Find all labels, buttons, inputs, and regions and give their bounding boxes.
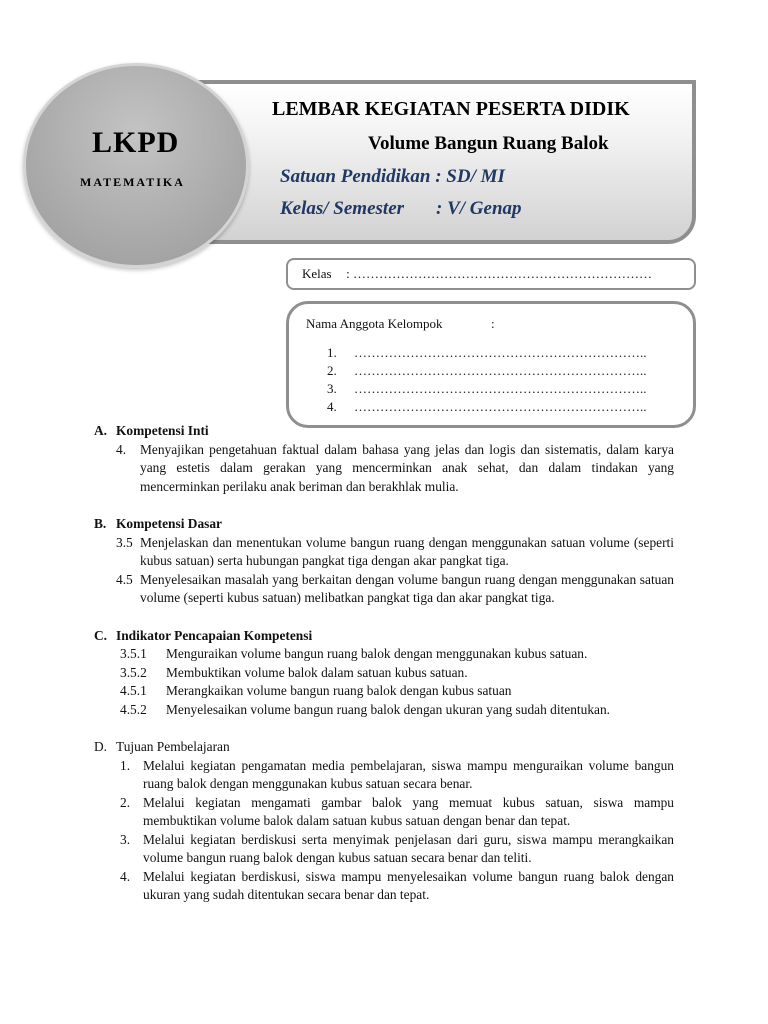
anggota-label: Nama Anggota Kelompok <box>306 316 443 331</box>
section-heading-c <box>94 627 674 646</box>
anggota-item <box>327 399 647 415</box>
anggota-colon: : <box>491 316 495 331</box>
kelas-semester-value: : V/ Genap <box>436 198 522 219</box>
item-number: 4.5.1 <box>120 683 147 698</box>
list-item <box>94 701 674 720</box>
document-body <box>94 422 674 905</box>
item-number: 2. <box>120 794 131 810</box>
anggota-item-number: 2. <box>327 363 337 378</box>
item-text: Menguraikan volume bangun ruang balok dengan menggunakan kubus satuan. <box>166 646 588 661</box>
section-heading-a <box>94 422 674 441</box>
item-text: Melalui kegiatan mengamati gambar balok yang memuat kubus satuan, siswa mampu membuktikan volume balok dalam satuan kubus satuan dengan benar dan tepat. <box>143 794 674 828</box>
section-letter: C. <box>94 627 108 643</box>
item-number: 4. <box>120 868 131 884</box>
anggota-kelompok-box <box>286 301 696 428</box>
list-item <box>94 441 674 497</box>
kelas-field-dots: : …………………………………………………………… <box>346 266 652 281</box>
subject-label: MATEMATIKA <box>80 175 185 189</box>
anggota-item-dots: ………………………………………………………….. <box>354 399 647 414</box>
anggota-item-number: 3. <box>327 381 337 396</box>
item-text: Melalui kegiatan berdiskusi serta menyimak penjelasan dari guru, siswa mampu merangkaikan volume bangun ruang balok dengan kubus satuan secara benar dan teliti. <box>143 831 674 865</box>
anggota-item-number: 1. <box>327 345 337 360</box>
page-title: LEMBAR KEGIATAN PESERTA DIDIK <box>272 98 630 120</box>
anggota-item-dots: ………………………………………………………….. <box>354 381 647 396</box>
section-title: Tujuan Pembelajaran <box>116 739 230 754</box>
anggota-item-number: 4. <box>327 399 337 414</box>
kelas-semester-label: Kelas/ Semester <box>280 198 405 219</box>
list-item <box>94 682 674 701</box>
section-letter: B. <box>94 516 107 531</box>
item-number: 1. <box>120 757 131 773</box>
anggota-item <box>327 363 647 379</box>
section-letter: D. <box>94 739 108 754</box>
kelas-semester <box>280 198 522 220</box>
satuan-pendidikan: Satuan Pendidikan : SD/ MI <box>280 166 505 187</box>
lkpd-label: LKPD <box>92 126 180 159</box>
list-item <box>94 645 674 664</box>
list-item <box>94 868 674 905</box>
section-letter: A. <box>94 423 108 438</box>
section-title: Indikator Pencapaian Kompetensi <box>116 627 313 643</box>
list-item <box>94 534 674 571</box>
kelas-field-label: Kelas <box>302 266 332 281</box>
item-text: Membuktikan volume balok dalam satuan kubus satuan. <box>166 664 468 680</box>
list-item <box>94 831 674 868</box>
item-text: Menjelaskan dan menentukan volume bangun ruang dengan menggunakan satuan volume (seperti kubus satuan) serta hubungan pangkat tiga dengan akar pangkat tiga. <box>140 534 674 568</box>
item-text: Menyajikan pengetahuan faktual dalam bahasa yang jelas dan logis dan sistematis, dalam karya yang estetis dalam gerakan yang mencerminkan anak sehat, dan dalam tindakan yang mencerminkan perilaku anak beriman dan berakhlak mulia. <box>140 441 674 494</box>
anggota-item <box>327 345 647 361</box>
item-text: Melalui kegiatan berdiskusi, siswa mampu menyelesaikan volume bangun ruang balok dengan ukuran yang sudah ditentukan secara benar dan tepat. <box>143 868 674 902</box>
anggota-item <box>327 381 647 397</box>
section-title: Kompetensi Inti <box>116 423 209 438</box>
item-text: Menyelesaikan masalah yang berkaitan dengan volume bangun ruang dengan menggunakan satuan volume (seperti kubus satuan) melibatkan pangkat tiga dan akar pangkat tiga. <box>140 571 674 605</box>
item-number: 4.5.2 <box>120 701 147 717</box>
section-heading-d <box>94 738 674 757</box>
list-item <box>94 664 674 683</box>
section-heading-b <box>94 515 674 534</box>
topic-title: Volume Bangun Ruang Balok <box>368 133 609 154</box>
item-text: Merangkaikan volume bangun ruang balok dengan kubus satuan <box>166 683 512 698</box>
item-number: 3.5 <box>116 534 133 550</box>
item-number: 4. <box>116 441 127 457</box>
item-text: Melalui kegiatan pengamatan media pembelajaran, siswa mampu menguraikan volume bangun ruang balok dengan menggunakan kubus satuan secara benar. <box>143 757 674 791</box>
lkpd-circle-badge <box>23 63 249 268</box>
anggota-item-dots: ………………………………………………………….. <box>354 345 647 360</box>
item-number: 3.5.1 <box>120 646 147 661</box>
list-item <box>94 757 674 794</box>
kelas-field-box <box>286 258 696 290</box>
item-text: Menyelesaikan volume bangun ruang balok dengan ukuran yang sudah ditentukan. <box>166 701 611 717</box>
item-number: 3.5.2 <box>120 664 147 680</box>
anggota-item-dots: ………………………………………………………….. <box>354 363 647 378</box>
item-number: 3. <box>120 831 131 847</box>
list-item <box>94 794 674 831</box>
section-title: Kompetensi Dasar <box>116 516 223 531</box>
list-item <box>94 571 674 608</box>
item-number: 4.5 <box>116 571 133 587</box>
